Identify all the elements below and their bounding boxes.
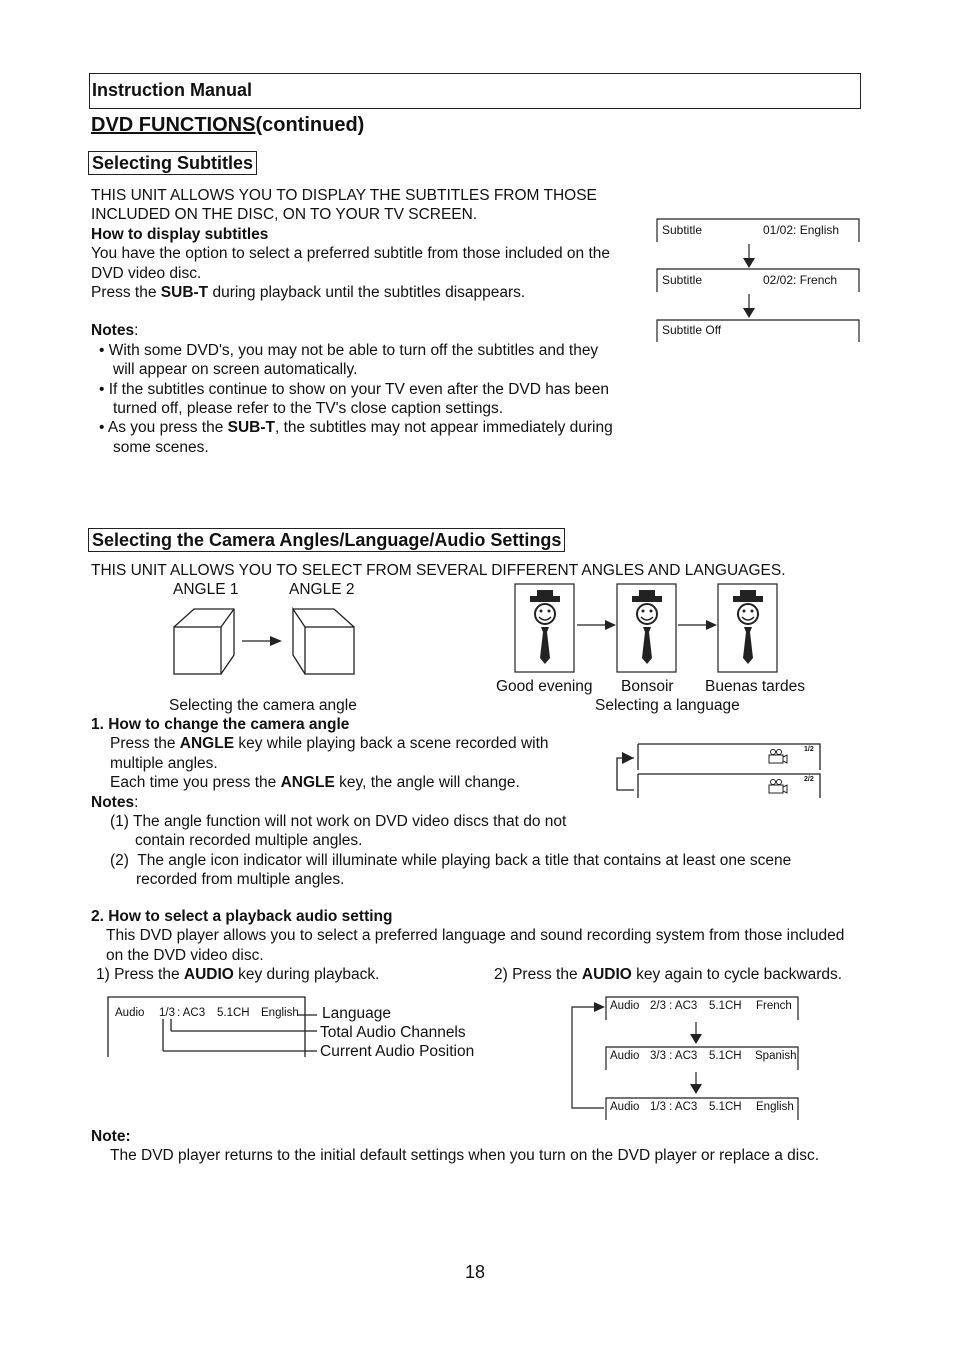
audio-example-diagram (107, 995, 497, 1065)
subtitles-body: THIS UNIT ALLOWS YOU TO DISPLAY THE SUBTITLES FROM THOSE INCLUDED ON THE DISC, ON TO YOUR TV SCREEN. How to display subtitles You have the option to select a preferred subtitle from those included on the DVD video disc. Press the SUB-T during playback until the subtitles disappears. Notes: • With some DVD's, you may not be able to turn off the subtitles and they will appear on screen automatically. • If the subtitles continue to show on your TV even after the DVD has been turned off, please refer to the TV's close caption settings. • As you press the SUB-T, the subtitles may not appear immediately during some scenes. (91, 187, 613, 456)
arrow-right-icon (622, 752, 634, 764)
arrow-down-icon (690, 1084, 702, 1094)
angle-steps: 1. How to change the camera angle Press the ANGLE key while playing back a scene recorded with multiple angles. Each time you press the ANGLE key, the angle will change. Notes: (1) The angle function will not work on DVD video discs that do not contain recorded multiple angles. (2) The angle icon indicator will illuminate while playing back a title that contains at least one scene recorded from multiple angles. (91, 716, 792, 889)
camera-icon (769, 750, 787, 794)
audio-channels: 5.1CH (217, 1007, 250, 1019)
speaker-face-icon (515, 584, 574, 672)
subtitle-osd-diagram (656, 218, 862, 346)
greeting-spanish: Buenas tardes (705, 678, 805, 695)
callout-total-channels: Total Audio Channels (320, 1024, 466, 1041)
arrow-right-icon (594, 1002, 605, 1012)
audio-codec: : AC3 (177, 1007, 206, 1019)
angle2-label: ANGLE 2 (289, 581, 355, 598)
osd-value: 01/02: English (763, 223, 840, 237)
angle1-label: ANGLE 1 (173, 581, 239, 598)
language-faces (510, 582, 784, 676)
audio-label: Audio (115, 1007, 145, 1019)
osd-label: Subtitle (662, 223, 703, 237)
cycle-channels: 5.1CH (709, 1000, 742, 1012)
cycle-label: Audio (610, 1000, 640, 1012)
osd-value: 02/02: French (763, 273, 838, 287)
subtitles-heading: Selecting Subtitles (88, 151, 257, 175)
audio-cycle-diagram (568, 994, 804, 1124)
osd-label: Subtitle (662, 273, 703, 287)
cycle-position: 1/3 : AC3 (650, 1101, 698, 1113)
arrow-right-icon (706, 620, 717, 630)
callout-current-position: Current Audio Position (320, 1043, 475, 1060)
cycle-label: Audio (610, 1050, 640, 1062)
header-bar (89, 73, 861, 109)
audio-position: 1/3 (159, 1007, 175, 1019)
arrow-right-icon (270, 636, 282, 646)
angle-badge: 2/2 (804, 776, 814, 783)
angle-indicator-diagram (614, 742, 824, 800)
audio-step2: 2) Press the AUDIO key again to cycle backwards. (494, 966, 843, 983)
page-number: 18 (465, 1262, 486, 1282)
final-note: Note: The DVD player returns to the initial default settings when you turn on the DVD player or replace a disc. (91, 1128, 820, 1165)
page-title: DVD FUNCTIONS(continued) (91, 114, 365, 136)
cycle-language: Spanish (755, 1050, 797, 1062)
cycle-label: Audio (610, 1101, 640, 1113)
audio-language: English (261, 1007, 299, 1019)
callout-language: Language (322, 1005, 391, 1022)
arrow-down-icon (743, 258, 755, 268)
arrow-down-icon (690, 1034, 702, 1044)
language-caption: Selecting a language (595, 697, 740, 714)
greeting-french: Bonsoir (621, 678, 674, 695)
cycle-language: French (756, 1000, 792, 1012)
angles-heading: Selecting the Camera Angles/Language/Audio Settings (88, 528, 565, 552)
cycle-language: English (756, 1101, 794, 1113)
audio-section: 2. How to select a playback audio setting This DVD player allows you to select a preferred language and sound recording system from those included on the DVD video disc. 1) Press the AUDIO key during playback. (91, 908, 845, 984)
angles-intro: THIS UNIT ALLOWS YOU TO SELECT FROM SEVERAL DIFFERENT ANGLES AND LANGUAGES. (91, 562, 786, 579)
cycle-position: 2/3 : AC3 (650, 1000, 698, 1012)
cycle-channels: 5.1CH (709, 1050, 742, 1062)
cycle-channels: 5.1CH (709, 1101, 742, 1113)
greeting-english: Good evening (496, 678, 593, 695)
cycle-position: 3/3 : AC3 (650, 1050, 698, 1062)
angle-badge: 1/2 (804, 746, 814, 753)
osd-label: Subtitle Off (662, 323, 722, 337)
camera-caption: Selecting the camera angle (169, 697, 357, 714)
arrow-right-icon (605, 620, 616, 630)
arrow-down-icon (743, 308, 755, 318)
header-title: Instruction Manual (92, 80, 253, 100)
camera-angle-cubes (170, 605, 360, 677)
